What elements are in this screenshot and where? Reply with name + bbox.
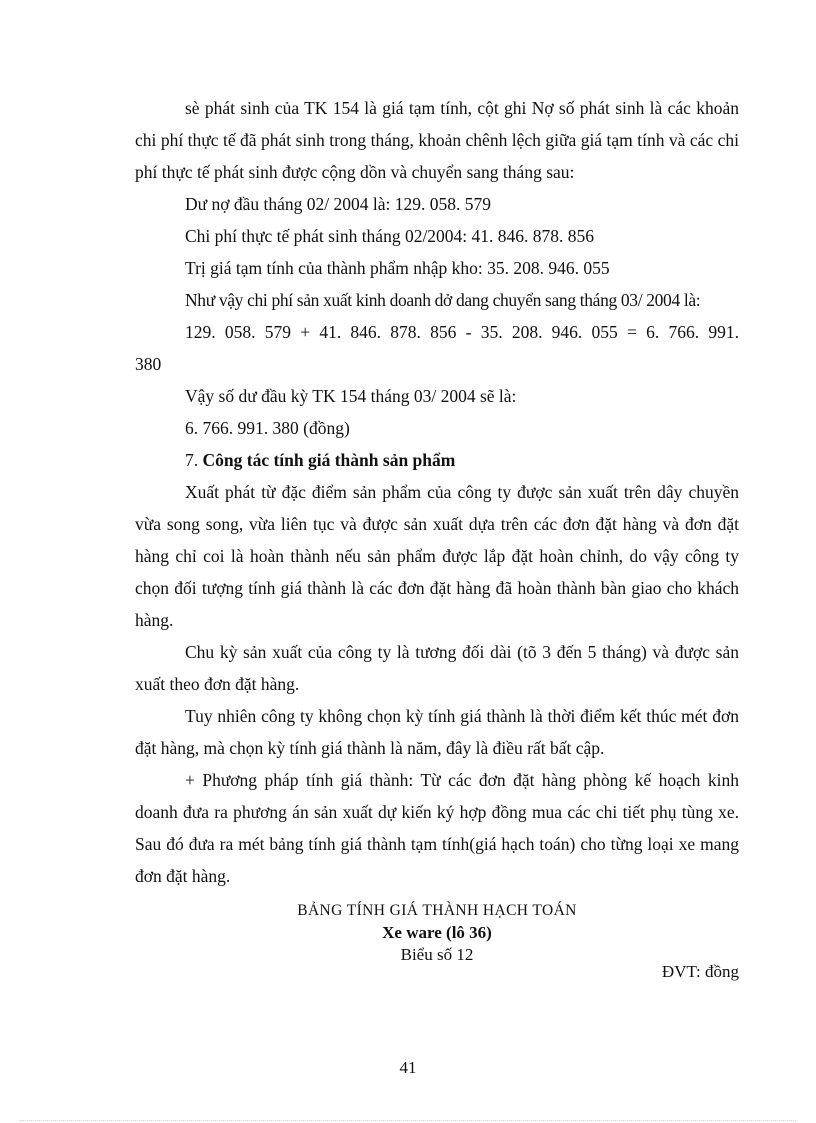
closing-balance-intro: Vậy số dư đầu kỳ TK 154 tháng 03/ 2004 sẽ là: [185,386,517,406]
table-subtitle: Xe ware (lô 36) [382,923,492,942]
section-number: 7. [185,450,199,470]
body-text [135,92,739,892]
provisional-value-line: Trị giá tạm tính của thành phẩm nhập kho: 35. 208. 946. 055 [185,258,610,278]
unit-label: ĐVT: đồng [661,962,739,981]
table-caption [135,900,739,966]
page-number: 41 [399,1058,417,1077]
table-note: Biểu số 12 [400,945,474,964]
paragraph-continuation: sè phát sinh của TK 154 là giá tạm tính, cột ghi Nợ số phát sinh là các khoản chi phí thực tế đã phát sinh trong tháng, khoản chênh lệch giữa giá tạm tính và các chi phí thực tế phát sinh được cộng dồn và chuyển sang tháng sau: [135,98,739,182]
paragraph-costing-method: + Phương pháp tính giá thành: Từ các đơn đặt hàng phòng kế hoạch kinh doanh đưa ra phương án sản xuất dự kiến ký hợp đồng mua các chi tiết phụ tùng xe. Sau đó đưa ra mét bảng tính giá thành tạm tính(giá hạch toán) cho từng loại xe mang đơn đặt hàng. [135,770,739,886]
table-title: BẢNG TÍNH GIÁ THÀNH HẠCH TOÁN [297,902,577,919]
page-bottom-divider [20,1120,796,1121]
actual-cost-line: Chi phí thực tế phát sinh tháng 02/2004: 41. 846. 878. 856 [185,226,595,246]
wip-transfer-line: Như vậy chi phí sản xuất kinh doanh dở dang chuyển sang tháng 03/ 2004 là: [185,290,701,310]
calculation-line: 129. 058. 579 + 41. 846. 878. 856 - 35. 208. 946. 055 = 6. 766. 991. 380 [135,322,739,374]
paragraph-production-cycle: Chu kỳ sản xuất của công ty là tương đối dài (tõ 3 đến 5 tháng) và được sản xuất theo đơn đặt hàng. [135,642,739,694]
section-title: Công tác tính giá thành sản phẩm [202,450,456,470]
closing-balance-value: 6. 766. 991. 380 (đồng) [185,418,350,438]
paragraph-costing-object: Xuất phát từ đặc điểm sản phẩm của công ty được sản xuất trên dây chuyền vừa song song, vừa liên tục và được sản xuất dựa trên các đơn đặt hàng và đơn đặt hàng chỉ coi là hoàn thành nếu sản phẩm được lắp đặt hoàn chỉnh, do vậy công ty chọn đối tượng tính giá thành là các đơn đặt hàng đã hoàn thành bàn giao cho khách hàng. [135,482,739,630]
section-heading [135,444,739,476]
paragraph-costing-period: Tuy nhiên công ty không chọn kỳ tính giá thành là thời điểm kết thúc mét đơn đặt hàng, mà chọn kỳ tính giá thành là năm, đây là điều rất bất cập. [135,706,739,758]
opening-balance-line: Dư nợ đầu tháng 02/ 2004 là: 129. 058. 579 [185,194,492,214]
